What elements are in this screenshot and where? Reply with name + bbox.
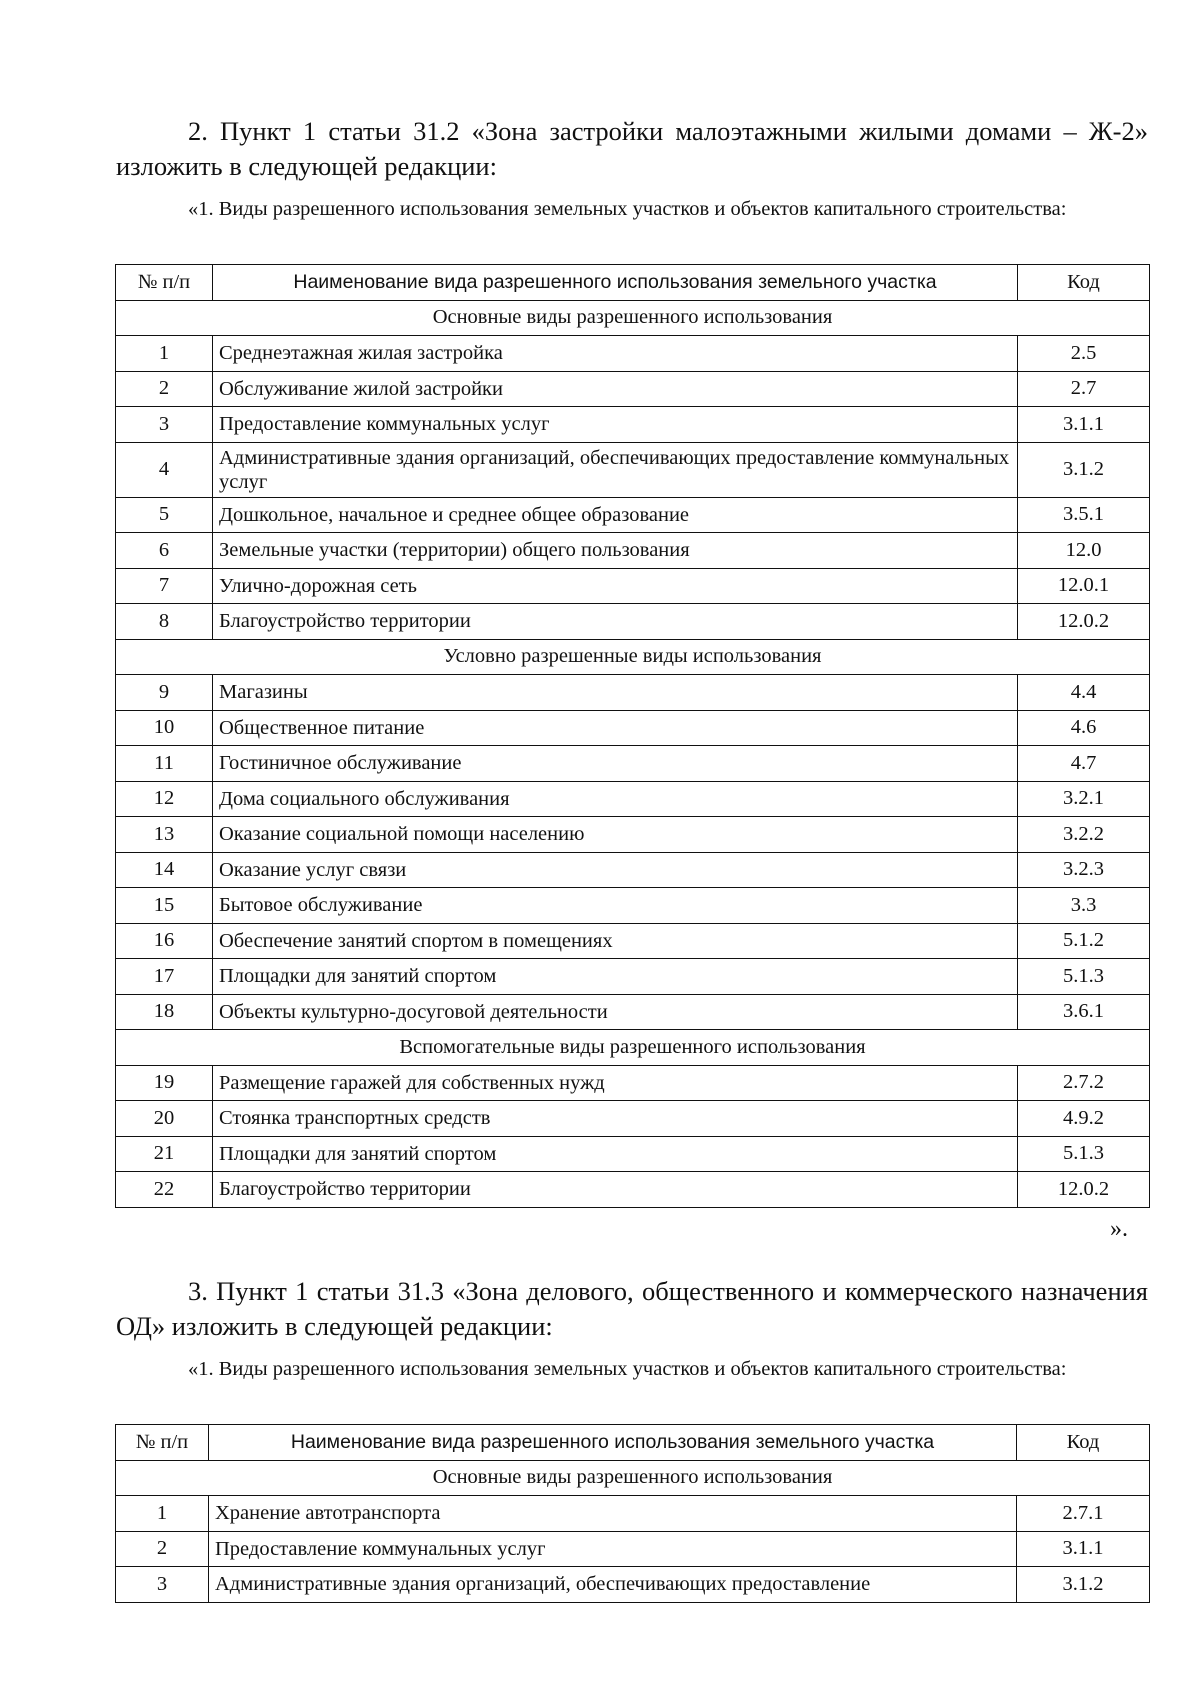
section-2-subheading: «1. Виды разрешенного использования земельных участков и объектов капитального строительства: [188, 198, 1067, 220]
row-number: 14 [116, 852, 213, 888]
row-name: Обслуживание жилой застройки [213, 371, 1018, 407]
row-name: Объекты культурно-досуговой деятельности [213, 994, 1018, 1030]
table-row [116, 1172, 1150, 1208]
table-row [116, 888, 1150, 924]
header-name: Наименование вида разрешенного использования земельного участка [209, 1425, 1017, 1461]
row-number: 18 [116, 994, 213, 1030]
row-code: 3.2.1 [1018, 781, 1150, 817]
row-name: Административные здания организаций, обеспечивающих предоставление коммунальных услуг [213, 442, 1018, 497]
row-code: 3.2.2 [1018, 817, 1150, 853]
table-row [116, 710, 1150, 746]
row-number: 8 [116, 604, 213, 640]
row-name: Оказание услуг связи [213, 852, 1018, 888]
row-name: Среднеэтажная жилая застройка [213, 336, 1018, 372]
closing-quote: ». [1110, 1216, 1128, 1242]
row-name: Дома социального обслуживания [213, 781, 1018, 817]
table-row [116, 604, 1150, 640]
row-number: 4 [116, 442, 213, 497]
header-code: Код [1018, 265, 1150, 301]
table-header-row [116, 1425, 1150, 1461]
section-3-subheading: «1. Виды разрешенного использования земельных участков и объектов капитального строительства: [188, 1358, 1067, 1380]
table-row [116, 336, 1150, 372]
row-name: Предоставление коммунальных услуг [213, 407, 1018, 443]
row-name: Площадки для занятий спортом [213, 959, 1018, 995]
table-row [116, 1065, 1150, 1101]
table-row [116, 568, 1150, 604]
section-2-heading: 2. Пункт 1 статьи 31.2 «Зона застройки малоэтажными жилыми домами – Ж-2» изложить в следующей редакции: [116, 116, 1148, 181]
row-code: 3.2.3 [1018, 852, 1150, 888]
row-code: 4.9.2 [1018, 1101, 1150, 1137]
table-row [116, 533, 1150, 569]
row-code: 4.7 [1018, 746, 1150, 782]
header-num: № п/п [116, 265, 213, 301]
row-number: 13 [116, 817, 213, 853]
table-section-row [116, 1030, 1150, 1066]
table-row [116, 781, 1150, 817]
row-name: Гостиничное обслуживание [213, 746, 1018, 782]
row-code: 2.7.1 [1017, 1496, 1150, 1532]
row-code: 2.7 [1018, 371, 1150, 407]
table-row [116, 1567, 1150, 1603]
row-number: 6 [116, 533, 213, 569]
row-name: Магазины [213, 675, 1018, 711]
table-row [116, 746, 1150, 782]
row-code: 4.4 [1018, 675, 1150, 711]
row-name: Административные здания организаций, обеспечивающих предоставление [209, 1567, 1017, 1603]
row-number: 5 [116, 497, 213, 533]
row-number: 7 [116, 568, 213, 604]
row-number: 17 [116, 959, 213, 995]
row-number: 1 [116, 336, 213, 372]
row-name: Предоставление коммунальных услуг [209, 1531, 1017, 1567]
row-number: 22 [116, 1172, 213, 1208]
row-name: Обеспечение занятий спортом в помещениях [213, 923, 1018, 959]
row-code: 2.7.2 [1018, 1065, 1150, 1101]
table-section-title: Основные виды разрешенного использования [116, 300, 1150, 336]
row-number: 3 [116, 407, 213, 443]
row-number: 9 [116, 675, 213, 711]
section-2-table [115, 264, 1150, 1208]
row-code: 12.0.2 [1018, 604, 1150, 640]
row-code: 12.0.1 [1018, 568, 1150, 604]
row-code: 3.1.1 [1017, 1531, 1150, 1567]
row-code: 3.5.1 [1018, 497, 1150, 533]
header-code: Код [1017, 1425, 1150, 1461]
table-section-title: Основные виды разрешенного использования [116, 1460, 1150, 1496]
row-name: Благоустройство территории [213, 604, 1018, 640]
row-number: 15 [116, 888, 213, 924]
row-number: 11 [116, 746, 213, 782]
row-number: 19 [116, 1065, 213, 1101]
table-section-row [116, 639, 1150, 675]
row-code: 5.1.3 [1018, 959, 1150, 995]
row-number: 21 [116, 1136, 213, 1172]
section-3-table [115, 1424, 1150, 1603]
section-2-table-body [116, 265, 1150, 1208]
row-name: Земельные участки (территории) общего пользования [213, 533, 1018, 569]
row-name: Оказание социальной помощи населению [213, 817, 1018, 853]
row-name: Хранение автотранспорта [209, 1496, 1017, 1532]
row-number: 1 [116, 1496, 209, 1532]
table-row [116, 442, 1150, 497]
table-section-row [116, 300, 1150, 336]
table-row [116, 407, 1150, 443]
row-name: Бытовое обслуживание [213, 888, 1018, 924]
table-row [116, 959, 1150, 995]
row-code: 3.3 [1018, 888, 1150, 924]
header-num: № п/п [116, 1425, 209, 1461]
row-name: Дошкольное, начальное и среднее общее образование [213, 497, 1018, 533]
table-section-row [116, 1460, 1150, 1496]
row-code: 3.1.2 [1018, 442, 1150, 497]
row-code: 3.6.1 [1018, 994, 1150, 1030]
row-code: 2.5 [1018, 336, 1150, 372]
table-row [116, 994, 1150, 1030]
table-row [116, 923, 1150, 959]
row-number: 10 [116, 710, 213, 746]
row-number: 2 [116, 371, 213, 407]
row-code: 3.1.1 [1018, 407, 1150, 443]
header-name: Наименование вида разрешенного использования земельного участка [213, 265, 1018, 301]
table-row [116, 817, 1150, 853]
row-number: 2 [116, 1531, 209, 1567]
row-code: 12.0 [1018, 533, 1150, 569]
row-code: 5.1.2 [1018, 923, 1150, 959]
table-section-title: Вспомогательные виды разрешенного использования [116, 1030, 1150, 1066]
table-row [116, 1531, 1150, 1567]
table-row [116, 1101, 1150, 1137]
row-number: 20 [116, 1101, 213, 1137]
row-name: Размещение гаражей для собственных нужд [213, 1065, 1018, 1101]
row-name: Благоустройство территории [213, 1172, 1018, 1208]
section-3-table-body [116, 1425, 1150, 1603]
row-number: 16 [116, 923, 213, 959]
table-row [116, 1496, 1150, 1532]
row-name: Улично-дорожная сеть [213, 568, 1018, 604]
row-code: 12.0.2 [1018, 1172, 1150, 1208]
row-code: 4.6 [1018, 710, 1150, 746]
row-number: 12 [116, 781, 213, 817]
row-name: Площадки для занятий спортом [213, 1136, 1018, 1172]
table-row [116, 1136, 1150, 1172]
row-number: 3 [116, 1567, 209, 1603]
table-row [116, 497, 1150, 533]
table-section-title: Условно разрешенные виды использования [116, 639, 1150, 675]
row-name: Стоянка транспортных средств [213, 1101, 1018, 1137]
row-code: 3.1.2 [1017, 1567, 1150, 1603]
row-name: Общественное питание [213, 710, 1018, 746]
table-row [116, 675, 1150, 711]
table-header-row [116, 265, 1150, 301]
row-code: 5.1.3 [1018, 1136, 1150, 1172]
table-row [116, 371, 1150, 407]
section-3-heading: 3. Пункт 1 статьи 31.3 «Зона делового, общественного и коммерческого назначения ОД» изложить в следующей редакции: [116, 1276, 1148, 1341]
table-row [116, 852, 1150, 888]
